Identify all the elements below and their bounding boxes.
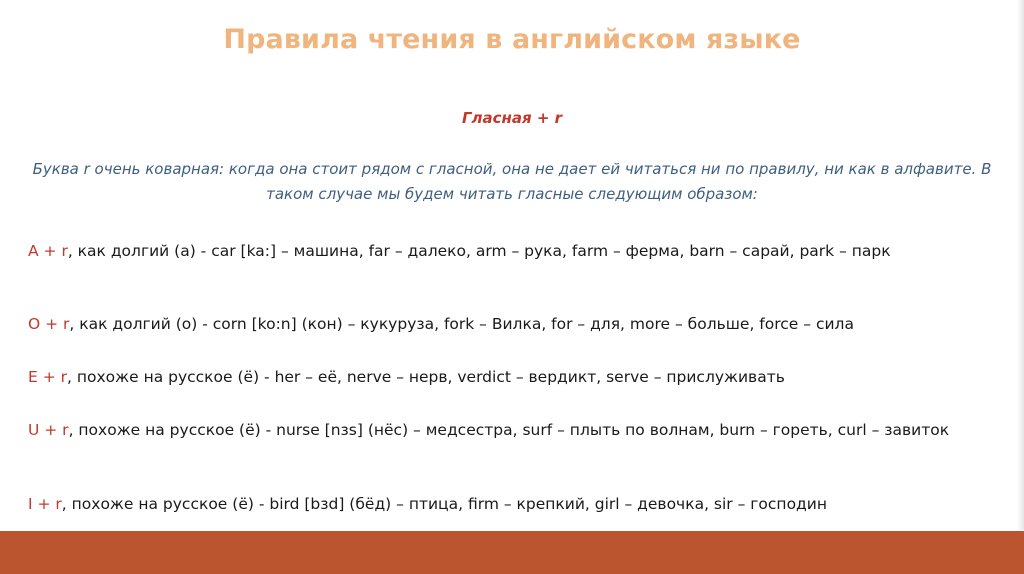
rule-e-r	[28, 365, 996, 390]
rule-text: , похоже на русское (ё) - her – её, nerve – нерв, verdict – вердикт, serve – прислуживать	[67, 368, 785, 386]
intro-paragraph: Буква r очень коварная: когда она стоит рядом с гласной, она не дает ей читаться ни по правилу, ни как в алфавите. В таком случае мы будем читать гласные следующим образом:	[32, 160, 992, 203]
rule-u-r	[28, 418, 996, 443]
rule-key: O + r	[28, 315, 70, 333]
section-subtitle: Гласная + r	[461, 109, 563, 127]
footer-band	[0, 531, 1024, 574]
rule-key: U + r	[28, 421, 69, 439]
rule-text: , как долгий (а) - car [ka:] – машина, far – далеко, arm – рука, farm – ферма, barn – сарай, park – парк	[67, 242, 891, 260]
rule-o-r	[28, 312, 996, 337]
rule-key: I + r	[28, 495, 62, 513]
rule-key: A + r	[28, 242, 68, 260]
rule-text: , похоже на русское (ё) - nurse [nзs] (нёс) – медсестра, surf – плыть по волнам, burn – гореть, curl – завиток	[68, 421, 950, 439]
slide-edge-shadow	[1017, 0, 1024, 530]
rule-a-r	[28, 239, 996, 264]
rule-text: , как долгий (о) - corn [ko:n] (кон) – кукуруза, fork – Вилка, for – для, more – больше, force – сила	[69, 315, 854, 333]
rule-i-r	[28, 492, 996, 517]
rule-text: , похоже на русское (ё) - bird [bзd] (бёд) – птица, firm – крепкий, girl – девочка, sir – господин	[61, 495, 827, 513]
slide-title: Правила чтения в английском языке	[223, 24, 801, 55]
rule-key: E + r	[28, 368, 68, 386]
